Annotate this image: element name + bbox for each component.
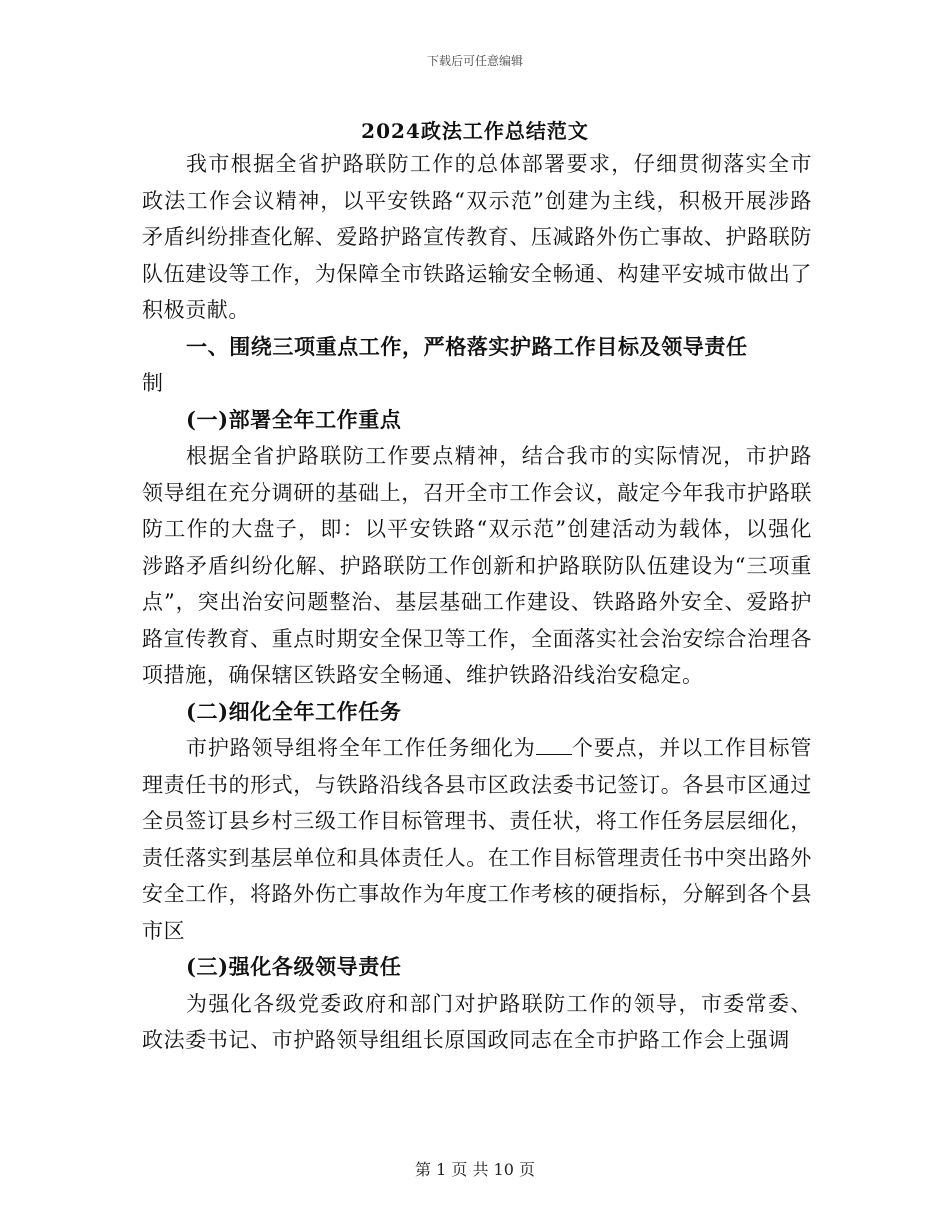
subsection-2-text-before-blank: 市护路领导组将全年工作任务细化为: [186, 736, 536, 760]
fill-in-blank: [536, 736, 572, 755]
header-note: 下载后可任意编辑: [426, 54, 523, 68]
subsection-1-heading: (一)部署全年工作重点: [186, 406, 402, 432]
document-title: 2024政法工作总结范文: [361, 119, 589, 143]
page-footer: 第 1 页 共 10 页: [415, 1160, 535, 1179]
subsection-2-paragraph: [142, 730, 812, 949]
subsection-2-heading: (二)细化全年工作任务: [186, 698, 402, 724]
subsection-3-paragraph: 为强化各级党委政府和部门对护路联防工作的领导，市委常委、政法委书记、市护路领导组组长原国政同志在全市护路工作会上强调: [142, 991, 812, 1052]
subsection-2-text-after-blank: 个要点，并以工作目标管理责任书的形式，与铁路沿线各县市区政法委书记签订。各县市区通过全员签订县乡村三级工作目标管理书、责任状，将工作任务层层细化，责任落实到基层单位和具体责任人。在工作目标管理责任书中突出路外安全工作，将路外伤亡事故作为年度工作考核的硬指标，分解到各个县市区: [142, 736, 812, 943]
section-1-heading: [142, 329, 812, 402]
intro-paragraph: 我市根据全省护路联防工作的总体部署要求，仔细贯彻落实全市政法工作会议精神，以平安铁路“双示范”创建为主线，积极开展涉路矛盾纠纷排查化解、爱路护路宣传教育、压减路外伤亡事故、护路联防队伍建设等工作，为保障全市铁路运输安全畅通、构建平安城市做出了积极贡献。: [142, 152, 812, 322]
section-1-heading-continuation: 制: [142, 371, 164, 395]
document-body: [142, 146, 812, 1059]
subsection-1-paragraph: 根据全省护路联防工作要点精神，结合我市的实际情况，市护路领导组在充分调研的基础上，召开全市工作会议，敲定今年我市护路联防工作的大盘子，即：以平安铁路“双示范”创建活动为载体，以强化涉路矛盾纠纷化解、护路联防工作创新和护路联防队伍建设为“三项重点”，突出治安问题整治、基层基础工作建设、铁路路外安全、爱路护路宣传教育、重点时期安全保卫等工作，全面落实社会治安综合治理各项措施，确保辖区铁路安全畅通、维护铁路沿线治安稳定。: [142, 444, 812, 687]
section-1-heading-text: 一、围绕三项重点工作，严格落实护路工作目标及领导责任: [186, 333, 748, 359]
subsection-3-heading: (三)强化各级领导责任: [186, 954, 402, 979]
